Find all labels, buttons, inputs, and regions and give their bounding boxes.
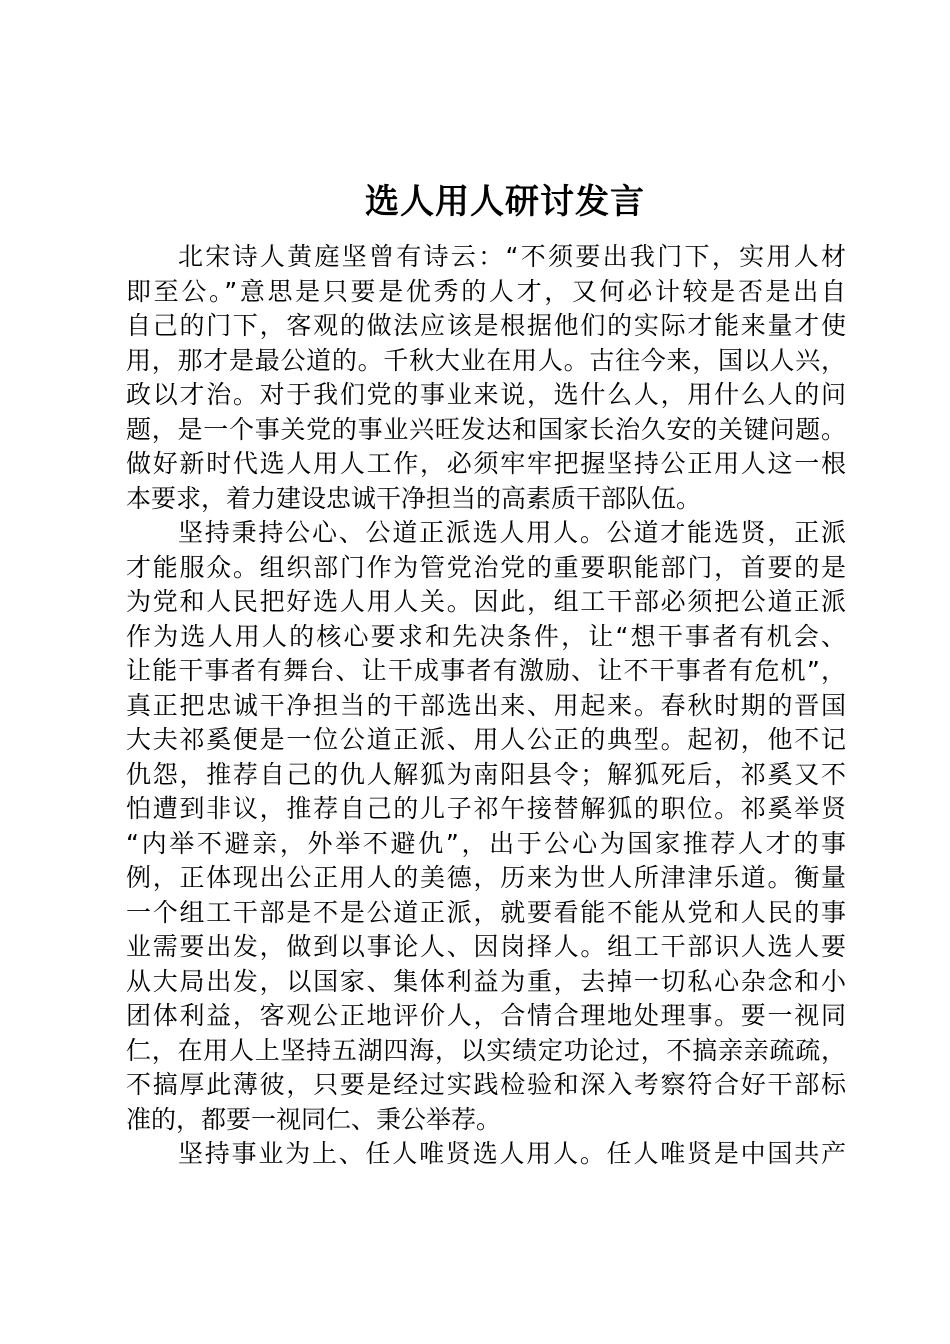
document-title: 选人用人研讨发言	[365, 182, 645, 222]
text-line: 业需要出发，做到以事论人、因岗择人。组工干部识人选人要	[126, 932, 846, 961]
text-line: 即至公。”意思是只要是优秀的人才，又何必计较是否是出自	[126, 276, 846, 306]
text-line: 仇怨，推荐自己的仇人解狐为南阳县令；解狐死后，祁奚又不	[126, 759, 846, 789]
text-line: 真正把忠诚干净担当的干部选出来、用起来。春秋时期的晋国	[126, 690, 846, 720]
text-line: 为党和人民把好选人用人关。因此，组工干部必须把公道正派	[126, 587, 846, 616]
text-line: 用，那才是最公道的。千秋大业在用人。古往今来，国以人兴，	[126, 345, 846, 375]
text-line: 坚持秉持公心、公道正派选人用人。公道才能选贤，正派	[178, 518, 846, 547]
text-line: 怕遭到非议，推荐自己的儿子祁午接替解狐的职位。祁奚举贤	[126, 794, 846, 823]
text-line: 题，是一个事关党的事业兴旺发达和国家长治久安的关键问题。	[126, 414, 846, 444]
text-line: 才能服众。组织部门作为管党治党的重要职能部门，首要的是	[126, 552, 846, 582]
text-line: 准的，都要一视同仁、秉公举荐。	[126, 1104, 502, 1134]
text-line: 政以才治。对于我们党的事业来说，选什么人，用什么人的问	[126, 380, 846, 409]
text-line: 大夫祁奚便是一位公道正派、用人公正的典型。起初，他不记	[126, 725, 846, 754]
text-line: 做好新时代选人用人工作，必须牢牢把握坚持公正用人这一根	[126, 449, 846, 478]
paragraph-intro	[126, 240, 846, 516]
text-line: 自己的门下，客观的做法应该是根据他们的实际才能来量才使	[126, 311, 846, 340]
text-line: 从大局出发，以国家、集体利益为重，去掉一切私心杂念和小	[126, 966, 846, 996]
text-line: 北宋诗人黄庭坚曾有诗云：“不须要出我门下，实用人材	[178, 242, 846, 271]
text-line: 坚持事业为上、任人唯贤选人用人。任人唯贤是中国共产	[178, 1139, 846, 1168]
text-line: 本要求，着力建设忠诚干净担当的高素质干部队伍。	[126, 483, 702, 513]
text-line: 仁，在用人上坚持五湖四海，以实绩定功论过，不搞亲亲疏疏，	[126, 1035, 846, 1065]
document-body	[126, 240, 846, 1172]
text-line: “内举不避亲，外举不避仇”，出于公心为国家推荐人才的事	[126, 828, 846, 858]
text-line: 作为选人用人的核心要求和先决条件，让“想干事者有机会、	[126, 621, 846, 651]
text-line: 一个组工干部是不是公道正派，就要看能不能从党和人民的事	[126, 897, 846, 927]
text-line: 团体利益，客观公正地评价人，合情合理地处理事。要一视同	[126, 1001, 846, 1030]
paragraph-fairness	[126, 516, 846, 1137]
text-line: 让能干事者有舞台、让干成事者有激励、让不干事者有危机”，	[126, 656, 846, 685]
text-line: 不搞厚此薄彼，只要是经过实践检验和深入考察符合好干部标	[126, 1070, 846, 1099]
paragraph-merit	[126, 1137, 846, 1172]
text-line: 例，正体现出公正用人的美德，历来为世人所津津乐道。衡量	[126, 863, 846, 892]
